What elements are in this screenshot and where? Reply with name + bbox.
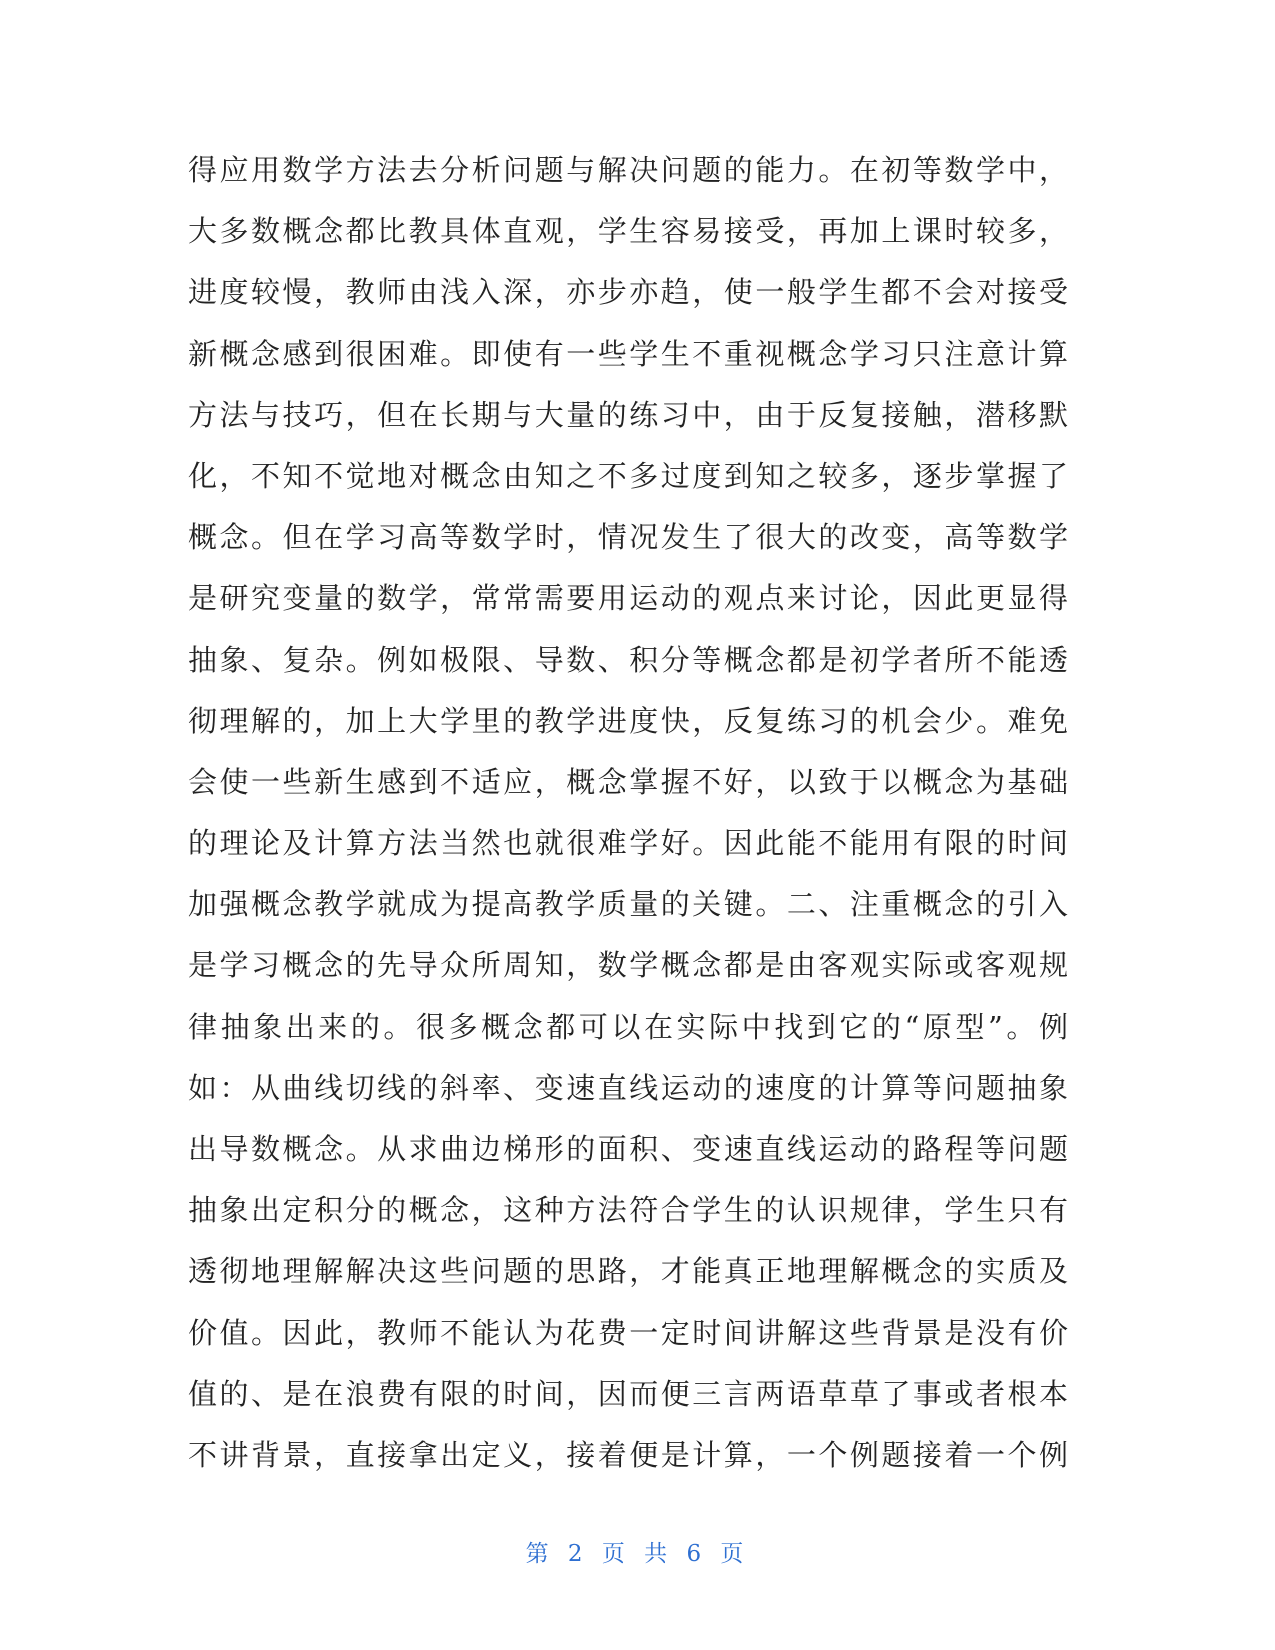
text-line: 抽象出定积分的概念，这种方法符合学生的认识规律，学生只有 <box>188 1193 1068 1228</box>
text-line: 大多数概念都比教具体直观，学生容易接受，再加上课时较多， <box>188 214 1068 249</box>
text-line: 如：从曲线切线的斜率、变速直线运动的速度的计算等问题抽象 <box>188 1070 1068 1105</box>
text-line: 值的、是在浪费有限的时间，因而便三言两语草草了事或者根本 <box>188 1376 1068 1411</box>
text-line: 的理论及计算方法当然也就很难学好。因此能不能用有限的时间 <box>188 826 1068 861</box>
text-line: 出导数概念。从求曲边梯形的面积、变速直线运动的路程等问题 <box>188 1132 1068 1166</box>
document-body <box>188 140 1068 1486</box>
text-line: 化，不知不觉地对概念由知之不多过度到知之较多，逐步掌握了 <box>188 458 1068 493</box>
text-line: 透彻地理解解决这些问题的思路，才能真正地理解概念的实质及 <box>188 1254 1068 1289</box>
text-line: 彻理解的，加上大学里的教学进度快，反复练习的机会少。难免 <box>188 703 1068 738</box>
text-line: 抽象、复杂。例如极限、导数、积分等概念都是初学者所不能透 <box>188 642 1068 677</box>
text-line: 加强概念教学就成为提高教学质量的关键。二、注重概念的引入 <box>188 887 1068 922</box>
text-line: 得应用数学方法去分析问题与解决问题的能力。在初等数学中， <box>188 153 1068 187</box>
text-line: 律抽象出来的。很多概念都可以在实际中找到它的“原型”。例 <box>188 1009 1068 1044</box>
text-line: 新概念感到很困难。即使有一些学生不重视概念学习只注意计算 <box>188 336 1068 371</box>
text-line: 价值。因此，教师不能认为花费一定时间讲解这些背景是没有价 <box>188 1315 1068 1350</box>
text-line: 方法与技巧，但在长期与大量的练习中，由于反复接触，潜移默 <box>188 397 1068 432</box>
text-line: 不讲背景，直接拿出定义，接着便是计算，一个例题接着一个例 <box>188 1437 1068 1472</box>
text-line: 是学习概念的先导众所周知，数学概念都是由客观实际或客观规 <box>188 948 1068 983</box>
text-line: 会使一些新生感到不适应，概念掌握不好，以致于以概念为基础 <box>188 764 1068 799</box>
text-line: 是研究变量的数学，常常需要用运动的观点来讨论，因此更显得 <box>188 581 1068 616</box>
text-line: 进度较慢，教师由浅入深，亦步亦趋，使一般学生都不会对接受 <box>188 275 1068 310</box>
text-line: 概念。但在学习高等数学时，情况发生了很大的改变，高等数学 <box>188 520 1068 555</box>
page-number-footer: 第 2 页 共 6 页 <box>525 1541 750 1567</box>
